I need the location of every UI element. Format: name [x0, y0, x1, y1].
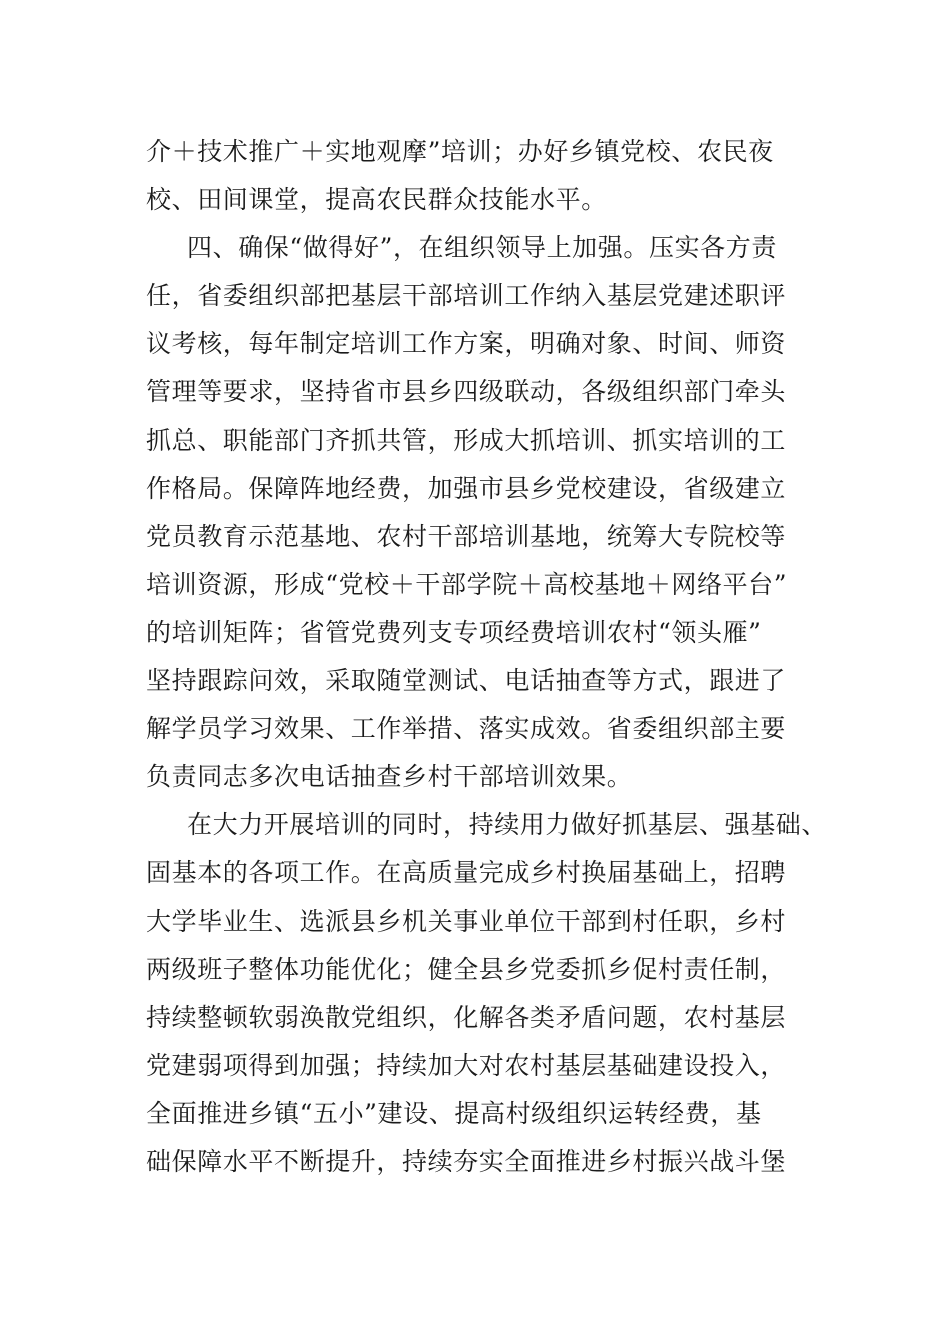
text-line: 全面推进乡镇“五小”建设、提高村级组织运转经费，基	[146, 1098, 762, 1128]
text-line: 的培训矩阵；省管党费列支专项经费培训农村“领头雁”	[146, 617, 762, 647]
text-line: 培训资源，形成“党校＋干部学院＋高校基地＋网络平台”	[146, 569, 788, 599]
text-line: 固基本的各项工作。在高质量完成乡村换届基础上，招聘	[146, 858, 787, 888]
text-line: 党建弱项得到加强；持续加大对农村基层基础建设投入，	[146, 1050, 787, 1080]
text-line: 解学员学习效果、工作举措、落实成效。省委组织部主要	[146, 714, 787, 744]
paragraph-start-line: 四、确保“做得好”，在组织领导上加强。压实各方责	[187, 233, 777, 263]
text-line: 党员教育示范基地、农村干部培训基地，统筹大专院校等	[146, 521, 787, 551]
text-line: 管理等要求，坚持省市县乡四级联动，各级组织部门牵头	[146, 377, 787, 407]
text-line: 持续整顿软弱涣散党组织，化解各类矛盾问题，农村基层	[146, 1002, 787, 1032]
text-line: 作格局。保障阵地经费，加强市县乡党校建设，省级建立	[146, 473, 787, 503]
body-text	[146, 128, 826, 1186]
text-line: 础保障水平不断提升，持续夯实全面推进乡村振兴战斗堡	[146, 1146, 787, 1176]
text-line: 议考核，每年制定培训工作方案，明确对象、时间、师资	[146, 329, 787, 359]
text-line: 大学毕业生、选派县乡机关事业单位干部到村任职，乡村	[146, 906, 787, 936]
paragraph-start-line: 在大力开展培训的同时，持续用力做好抓基层、强基础、	[187, 810, 828, 840]
text-line: 两级班子整体功能优化；健全县乡党委抓乡促村责任制，	[146, 954, 787, 984]
text-line: 任，省委组织部把基层干部培训工作纳入基层党建述职评	[146, 281, 787, 311]
text-line: 介＋技术推广＋实地观摩”培训；办好乡镇党校、农民夜	[146, 137, 774, 166]
text-line: 抓总、职能部门齐抓共管，形成大抓培训、抓实培训的工	[146, 425, 787, 455]
text-line: 坚持跟踪问效，采取随堂测试、电话抽查等方式，跟进了	[146, 666, 787, 696]
text-line: 负责同志多次电话抽查乡村干部培训效果。	[146, 762, 633, 792]
text-line: 校、田间课堂，提高农民群众技能水平。	[146, 185, 607, 215]
